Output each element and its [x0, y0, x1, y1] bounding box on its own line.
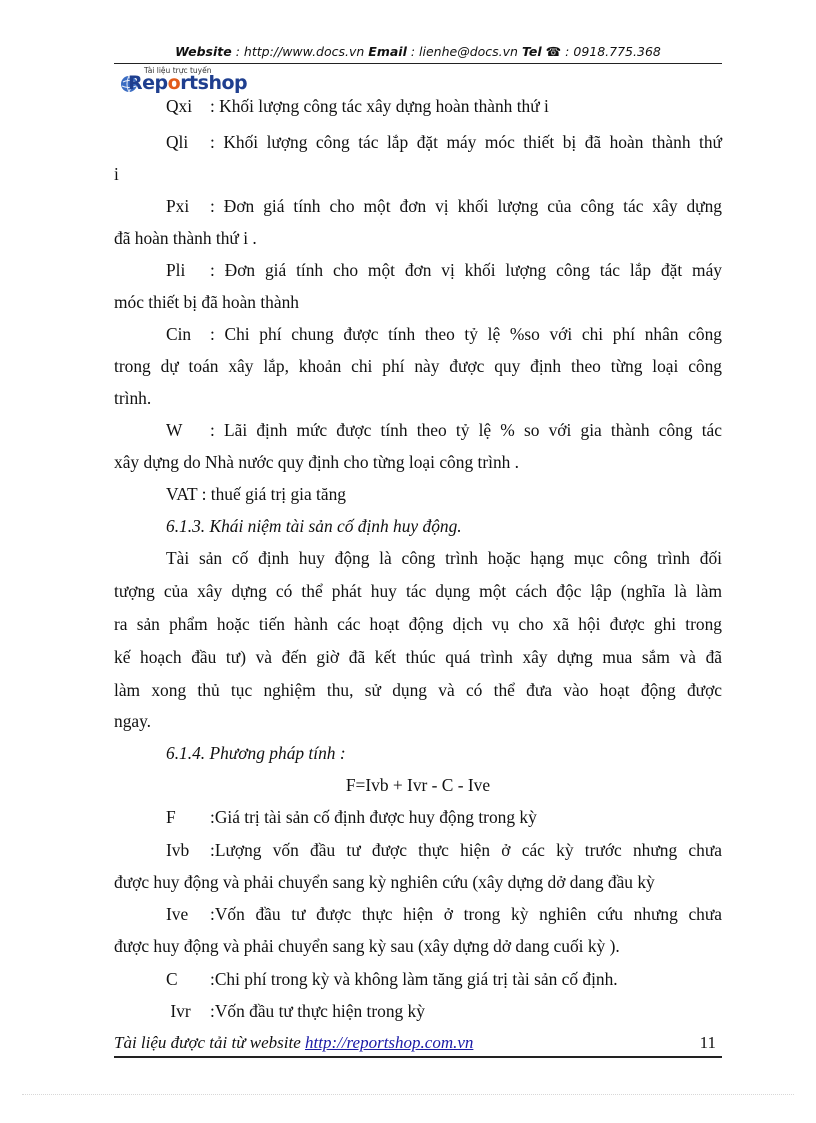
- definition-ivr: [114, 997, 722, 1025]
- definition-text: : Đơn giá tính cho một đơn vị khối lượng của công tác xây dựng: [210, 196, 722, 216]
- definition-text: : Chi phí chung được tính theo tỷ lệ %so với chi phí nhân công: [210, 324, 722, 344]
- term: Pli: [166, 260, 186, 280]
- term: W: [166, 420, 183, 440]
- email-label: Email: [368, 44, 407, 59]
- definition-c: [114, 965, 722, 993]
- definition-pxi: [114, 192, 722, 220]
- footer-link[interactable]: http://reportshop.com.vn: [305, 1033, 474, 1052]
- page-header: [114, 44, 722, 59]
- page-footer: [114, 1033, 722, 1057]
- term: F: [166, 807, 176, 827]
- footer-text: Tài liệu được tải từ website: [114, 1033, 305, 1052]
- definition-cin: [114, 320, 722, 348]
- definition-text: : Lãi định mức được tính theo tỷ lệ % so với gia thành công tác: [210, 420, 722, 440]
- term: Qli: [166, 132, 189, 152]
- definition-ivb: [114, 836, 722, 864]
- definition-text: :Giá trị tài sản cố định được huy động trong kỳ: [210, 807, 537, 827]
- footer-divider: [114, 1056, 722, 1058]
- definition-text: :Vốn đầu tư được thực hiện ở trong kỳ nghiên cứu nhưng chưa: [210, 904, 722, 924]
- section-heading-614: 6.1.4. Phương pháp tính :: [166, 743, 346, 763]
- term: Pxi: [166, 196, 190, 216]
- definition-f: [114, 803, 722, 831]
- footer-note: [114, 1033, 473, 1053]
- definition-text: : Khối lượng công tác lắp đặt máy móc thiết bị đã hoàn thành thứ: [210, 132, 722, 152]
- definition-cin-cont: trong dự toán xây lắp, khoản chi phí này được quy định theo từng loại công: [114, 356, 722, 376]
- definition-pxi-cont: đã hoàn thành thứ i .: [114, 228, 257, 248]
- definition-w-cont: xây dựng do Nhà nước quy định cho từng loại công trình .: [114, 452, 520, 472]
- reportshop-logo: [118, 60, 278, 94]
- definition-pli-cont: móc thiết bị đã hoàn thành: [114, 292, 299, 312]
- definition-vat: VAT : thuế giá trị gia tăng: [166, 484, 347, 504]
- paragraph-line: ngay.: [114, 711, 152, 731]
- definition-text: : Đơn giá tính cho một đơn vị khối lượng công tác lắp đặt máy: [210, 260, 722, 280]
- term: Ivr: [166, 1001, 191, 1021]
- email-value[interactable]: : lienhe@docs.vn: [410, 44, 518, 59]
- tel-label: Tel: [521, 44, 542, 59]
- paragraph-line: Tài sản cố định huy động là công trình hoặc hạng mục công trình đối: [166, 548, 722, 568]
- term: C: [166, 969, 178, 989]
- term: Ivb: [166, 840, 190, 860]
- definition-w: [114, 416, 722, 444]
- definition-qxi: [114, 92, 722, 120]
- page-edge-dotted-line: [22, 1094, 794, 1095]
- term: Ive: [166, 904, 189, 924]
- definition-text: :Lượng vốn đầu tư được thực hiện ở các kỳ trước nhưng chưa: [210, 840, 722, 860]
- definition-text: :Chi phí trong kỳ và không làm tăng giá trị tài sản cố định.: [210, 969, 618, 989]
- definition-text: :Vốn đầu tư thực hiện trong kỳ: [210, 1001, 425, 1021]
- paragraph-line: tượng của xây dựng có thể phát huy tác dụng một cách độc lập (nghĩa là làm: [114, 581, 722, 601]
- website-value[interactable]: : http://www.docs.vn: [235, 44, 365, 59]
- paragraph-line: làm xong thủ tục nghiệm thu, sử dụng và có thể đưa vào hoạt động được: [114, 680, 722, 700]
- formula: F=Ivb + Ivr - C - Ive: [345, 775, 491, 795]
- term: Cin: [166, 324, 192, 344]
- definition-cin-cont2: trình.: [114, 388, 152, 408]
- definition-qli: [114, 128, 722, 156]
- paragraph-line: ra sản phẩm hoặc tiến hành các hoạt động dịch vụ cho xã hội được ghi trong: [114, 614, 722, 634]
- logo-brand: Reportshop: [128, 72, 248, 94]
- definition-ive-cont: được huy động và phải chuyển sang kỳ sau (xây dựng dở dang cuối kỳ ).: [114, 936, 620, 956]
- definition-ive: [114, 900, 722, 928]
- page-number: 11: [699, 1033, 716, 1052]
- tel-value: ☎ : 0918.775.368: [545, 44, 661, 59]
- section-heading-613: 6.1.3. Khái niệm tài sản cố định huy động.: [166, 516, 462, 536]
- definition-pli: [114, 256, 722, 284]
- website-label: Website: [175, 44, 232, 59]
- definition-ivb-cont: được huy động và phải chuyển sang kỳ nghiên cứu (xây dựng dở dang đầu kỳ: [114, 872, 655, 892]
- paragraph-line: kế hoạch đầu tư) và đến giờ đã kết thúc quá trình xây dựng mua sắm và đã: [114, 647, 722, 667]
- logo-tagline: Tài liệu trực tuyến: [144, 66, 212, 75]
- definition-text: : Khối lượng công tác xây dựng hoàn thành thứ i: [210, 96, 549, 116]
- term: Qxi: [166, 96, 193, 116]
- definition-qli-cont: i: [114, 164, 119, 184]
